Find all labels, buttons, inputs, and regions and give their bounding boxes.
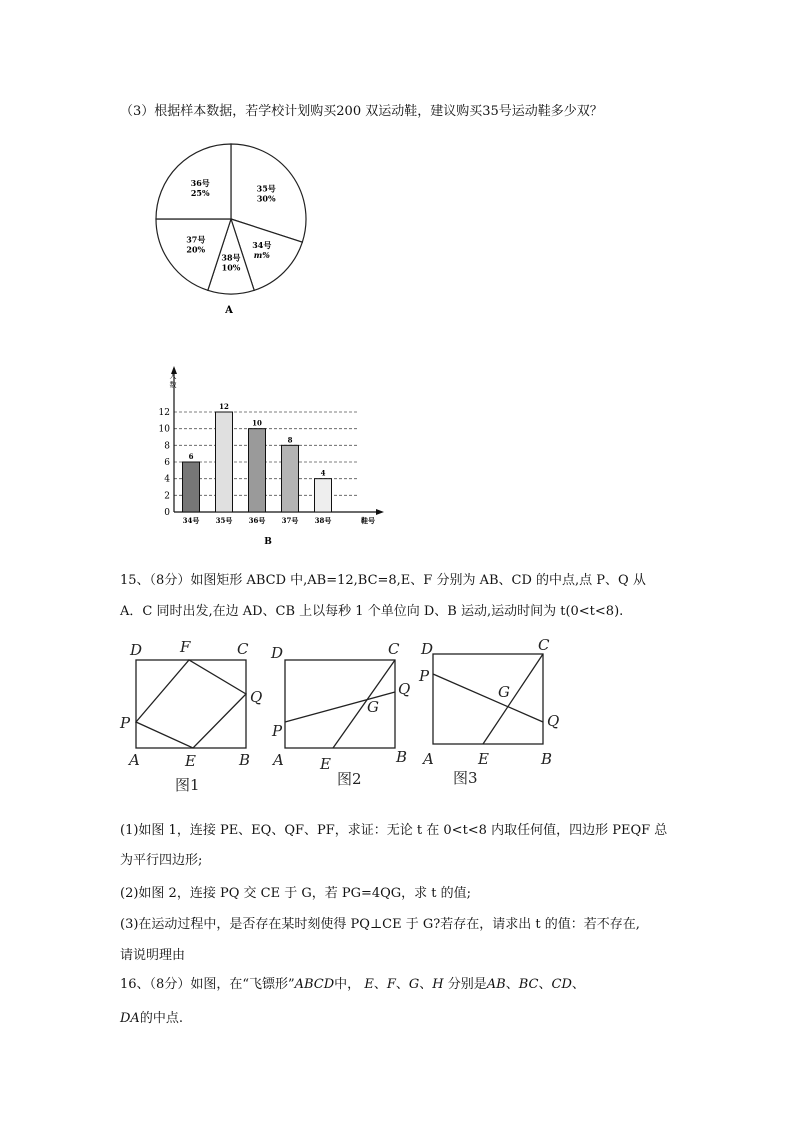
fig2-label-p: P — [272, 722, 283, 740]
fig2-caption: 图2 — [337, 770, 362, 788]
fig3-caption: 图3 — [453, 769, 478, 787]
bar-value-label-4: 8 — [287, 435, 293, 445]
q16-sep2: 、 — [395, 977, 409, 992]
q16-pre: 16、（8分）如图，在“飞镖形” — [120, 977, 295, 992]
q16-line-1 — [120, 976, 585, 994]
pie-label-pct-1: 30% — [256, 193, 276, 204]
q15-sub3-line-b: 请说明理由 — [120, 948, 186, 963]
q16-ab: AB — [486, 977, 506, 992]
fig3-label-b: B — [541, 750, 553, 768]
fig3-rectangle — [433, 654, 543, 744]
fig2-label-g: G — [367, 698, 379, 716]
pie-label-size-1: 35号 — [256, 183, 276, 194]
q16-sep4: 、 — [505, 977, 519, 992]
bar-34号 — [183, 462, 200, 512]
bar-chart — [140, 360, 390, 550]
fig1-label-p: P — [120, 714, 131, 732]
y-axis-label-2: 数 — [169, 381, 177, 389]
q16-g: G — [408, 977, 420, 992]
fig2-label-q: Q — [398, 680, 411, 698]
x-tick-label-2: 35号 — [215, 516, 233, 525]
q15-line-1: 15、（8分）如图矩形 ABCD 中,AB=12,BC=8,E、F 分别为 AB、CD 的中点,点 P、Q 从 — [120, 573, 646, 588]
q15-sub1-line-a: (1)如图 1，连接 PE、EQ、QF、PF，求证：无论 t 在 0<t<8 内取任何值，四边形 PEQF 总 — [120, 823, 668, 838]
pie-label-size-2: 34号 — [252, 239, 272, 250]
fig3-label-p: P — [419, 667, 430, 685]
bar-36号 — [249, 429, 266, 512]
y-tick-10: 10 — [158, 424, 170, 435]
fig3-line-pq — [433, 674, 543, 722]
fig1-label-c: C — [237, 640, 249, 658]
pie-label-size-5: 36号 — [190, 178, 210, 189]
q16-h: H — [432, 977, 444, 992]
bar-value-label-3: 10 — [252, 418, 262, 428]
question-3-text: （3）根据样本数据，若学校计划购买200 双运动鞋，建议购买35号运动鞋多少双？ — [120, 104, 603, 119]
x-tick-label-1: 34号 — [182, 516, 200, 525]
q16-f: F — [386, 977, 396, 992]
pie-label-size-4: 37号 — [186, 234, 206, 245]
bar-xlabels — [183, 516, 332, 525]
x-axis-arrow — [376, 509, 384, 515]
q16-mid2: 分别是 — [447, 977, 487, 992]
q16-sep6: 、 — [571, 977, 585, 992]
pie-label-pct-3: 10% — [221, 262, 241, 273]
y-tick-12: 12 — [158, 408, 170, 418]
fig1-caption: 图1 — [175, 776, 200, 794]
fig3-label-d: D — [421, 640, 434, 658]
q16-mid1: 中， — [334, 977, 361, 992]
bar-ylabels — [159, 408, 171, 518]
fig2-line-ce — [333, 660, 395, 748]
pie-label-pct-2: m% — [253, 249, 270, 260]
x-tick-label-5: 38号 — [314, 516, 332, 525]
fig1-parallelogram — [136, 660, 246, 748]
x-tick-label-4: 37号 — [281, 516, 299, 525]
fig1-label-e: E — [185, 752, 196, 770]
fig3-label-e: E — [478, 750, 489, 768]
bar-value-label-5: 4 — [320, 468, 326, 478]
fig3-label-q: Q — [547, 712, 560, 730]
q16-da: DA — [120, 1011, 140, 1026]
fig1-rectangle — [136, 660, 246, 748]
bar-35号 — [216, 412, 233, 512]
fig3-label-g: G — [498, 683, 510, 701]
bar-value-label-1: 6 — [188, 452, 194, 461]
bar-caption: B — [264, 537, 272, 547]
fig3-label-c: C — [538, 636, 550, 654]
x-axis-label: 鞋号 — [361, 516, 375, 525]
pie-caption: A — [225, 305, 233, 316]
pie-label-pct-5: 25% — [190, 188, 210, 199]
q16-bc: BC — [518, 977, 539, 992]
q15-line-2: A．C 同时出发,在边 AD、CB 上以每秒 1 个单位向 D、B 运动,运动时间为 t(0<t<8). — [120, 604, 624, 619]
q15-sub3-line-a: (3)在运动过程中，是否存在某时刻使得 PQ⊥CE 于 G?若存在，请求出 t 的值：若不存在, — [120, 917, 640, 932]
q16-sep5: 、 — [538, 977, 552, 992]
fig2-label-e: E — [320, 755, 331, 773]
pie-label-pct-4: 20% — [186, 244, 206, 255]
bar-37号 — [282, 445, 299, 512]
pie-chart — [140, 140, 330, 320]
fig3-label-a: A — [423, 750, 434, 768]
y-tick-2: 2 — [164, 491, 170, 502]
pie-label-size-3: 38号 — [221, 252, 241, 263]
fig1-label-q: Q — [250, 688, 263, 706]
q16-cd: CD — [551, 977, 572, 992]
bar-value-label-2: 12 — [219, 402, 229, 411]
q16-e: E — [364, 977, 374, 992]
q16-line-2 — [120, 1010, 183, 1028]
y-tick-0: 0 — [164, 508, 170, 518]
fig1-label-d: D — [130, 641, 143, 659]
q16-sep3: 、 — [419, 977, 433, 992]
fig1-label-b: B — [239, 751, 251, 769]
fig2-label-a: A — [273, 751, 284, 769]
y-axis-label-1: 人 — [169, 372, 177, 380]
q15-sub2: (2)如图 2，连接 PQ 交 CE 于 G，若 PG=4QG，求 t 的值; — [120, 886, 472, 901]
q16-abcd: ABCD — [294, 977, 335, 992]
y-tick-4: 4 — [164, 474, 170, 485]
bar-38号 — [315, 479, 332, 512]
y-tick-8: 8 — [164, 441, 170, 452]
x-tick-label-3: 36号 — [248, 516, 266, 525]
y-tick-6: 6 — [164, 458, 170, 468]
fig3-line-ce — [483, 654, 543, 744]
fig2-label-c: C — [388, 640, 400, 658]
fig2-label-b: B — [396, 748, 408, 766]
fig2-label-d: D — [271, 644, 284, 662]
fig1-label-f: F — [180, 638, 191, 656]
q15-sub1-line-b: 为平行四边形; — [120, 853, 203, 868]
bar-axes — [171, 366, 384, 515]
q16-end: 的中点. — [139, 1011, 183, 1026]
geometry-figures — [115, 632, 575, 797]
fig1-label-a: A — [129, 751, 140, 769]
q16-sep1: 、 — [373, 977, 387, 992]
